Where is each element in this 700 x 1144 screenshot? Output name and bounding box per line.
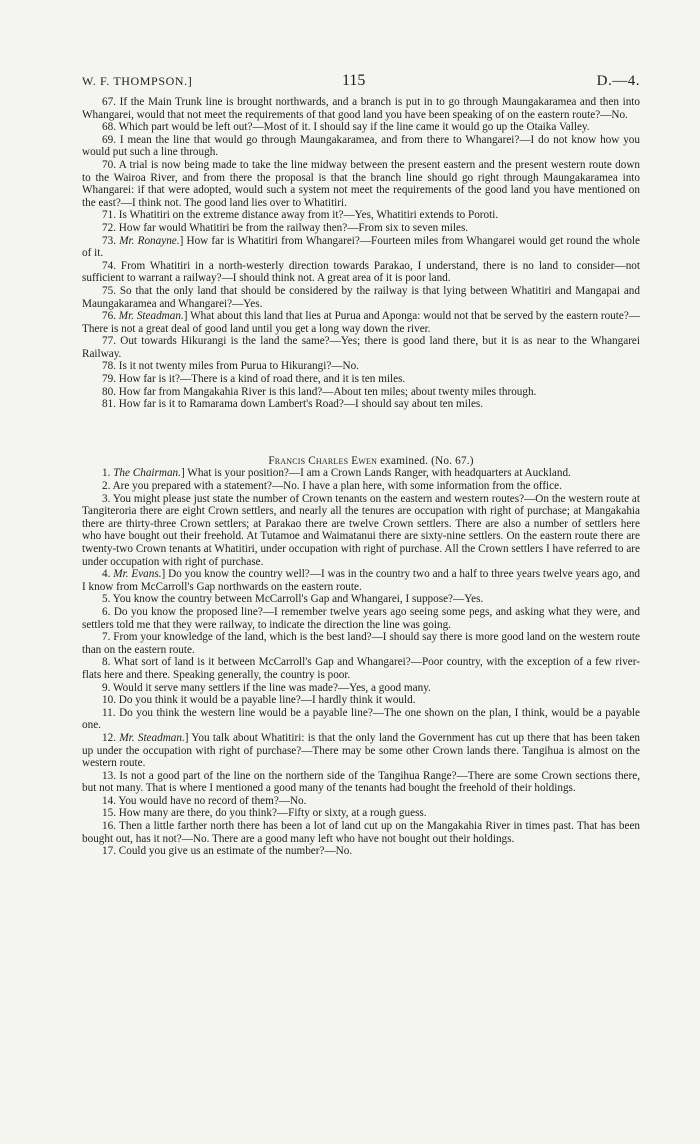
testimony-paragraph — [82, 285, 640, 310]
testimony-paragraph — [82, 235, 640, 260]
testimony-paragraph — [82, 631, 640, 656]
testimony-paragraph — [82, 467, 640, 480]
testimony-paragraph — [82, 96, 640, 121]
testimony-paragraph — [82, 568, 640, 593]
testimony-paragraph — [82, 335, 640, 360]
paragraph-text: 7. From your knowledge of the land, which is the best land?—I should say there is more good land on the western route than on the eastern route. — [82, 631, 640, 656]
paragraph-text: ] What is your position?—I am a Crown Lands Ranger, with headquarters at Auckland. — [180, 467, 571, 480]
paragraph-text: 74. From Whatitiri in a north-westerly direction towards Parakao, I understand, there is no land to consider—not sufficient to warrant a railway?—I should think not. A great area of it is poor land. — [82, 259, 640, 285]
speaker-name: Mr. Ronayne. — [119, 234, 180, 247]
speaker-name: Mr. Steadman. — [118, 310, 184, 323]
speaker-name: The Chairman. — [113, 467, 181, 480]
paragraph-text: 80. How far from Mangakahia River is this land?—About ten miles; about twenty miles through. — [102, 385, 537, 398]
paragraph-text: 68. Which part would be left out?—Most of it. I should say if the line came it would go up the Otaika Valley. — [102, 121, 590, 134]
page-number: 115 — [342, 72, 366, 89]
witness-examination-note: examined. (No. 67.) — [377, 454, 474, 467]
paragraph-text: ] You talk about Whatitiri: is that the only land the Government has cut up there that has been taken up under the occupation with right of purchase?—There may be some other Crown lands there. Tangihua is almost on the western route. — [82, 731, 641, 770]
paragraph-number: 4. — [102, 568, 114, 581]
paragraph-text: 10. Do you think it would be a payable line?—I hardly think it would. — [102, 694, 416, 707]
document-body — [82, 96, 640, 858]
testimony-paragraph — [82, 480, 640, 493]
paragraph-text: 2. Are you prepared with a statement?—No. I have a plan here, with some information from the office. — [102, 480, 562, 493]
speaker-name: Mr. Evans. — [113, 568, 162, 581]
document-reference: D.—4. — [596, 73, 640, 89]
page-header — [82, 72, 640, 92]
testimony-section-thompson — [82, 96, 640, 411]
paragraph-text: 17. Could you give us an estimate of the number?—No. — [102, 845, 353, 858]
testimony-paragraph — [82, 373, 640, 386]
paragraph-text: ] What about this land that lies at Purua and Aponga: would not that be served by the eastern route?—There is not a great deal of good land until you get a long way down the river. — [82, 310, 640, 335]
testimony-paragraph — [82, 694, 640, 707]
paragraph-text: 3. You might please just state the number of Crown tenants on the eastern and western routes?—On the western route at Tangiteroria there are eight Crown settlers, and nearly all the tenures are occupation with right of purchase; at Mangakahia there are thirty-three Crown settlers; at Parakao there are twelve Crown settlers. There are also a number of settlers here who have bought out their freehold. At Tutamoe and Waimatanui there are sixty-nine settlers. On the eastern route there are twenty-two Crown tenants at Whatitiri, under occupation with right of purchase. All the Crown settlers I have referred to are under occupation with right of purchase. — [82, 492, 640, 568]
testimony-paragraph — [82, 310, 640, 335]
paragraph-text: 13. Is not a good part of the line on the northern side of the Tangihua Range?—There are some Crown sections there, but not many. That is where I mentioned a good many of the tenants had bought the freehold of their holdings. — [82, 769, 640, 795]
testimony-paragraph — [82, 222, 640, 235]
paragraph-text: 81. How far is it to Ramarama down Lambert's Road?—I should say about ten miles. — [102, 398, 484, 411]
testimony-paragraph — [82, 795, 640, 808]
paragraph-number: 1. — [102, 467, 114, 480]
paragraph-text: 11. Do you think the western line would be a payable line?—The one shown on the plan, I think, would be a payable one. — [82, 706, 640, 732]
paragraph-text: 6. Do you know the proposed line?—I remember twelve years ago seeing some pegs, and asking what they were, and settlers told me that they were railway, to indicate the direction the line was going. — [82, 605, 640, 631]
witness-subheading — [82, 455, 640, 468]
testimony-paragraph — [82, 386, 640, 399]
testimony-paragraph — [82, 209, 640, 222]
testimony-paragraph — [82, 807, 640, 820]
paragraph-text: ] How far is Whatitiri from Whangarei?—Fourteen miles from Whangarei would get round the whole of it. — [82, 234, 640, 260]
paragraph-text: 9. Would it serve many settlers if the line was made?—Yes, a good many. — [102, 681, 431, 694]
paragraph-text: 16. Then a little farther north there has been a lot of land cut up on the Mangakahia River in times past. That has been bought out, has it not?—No. There are a good many left who have not bought out their holdings. — [82, 820, 640, 845]
testimony-paragraph — [82, 493, 640, 569]
section-gap — [82, 411, 640, 455]
testimony-paragraph — [82, 398, 640, 411]
testimony-paragraph — [82, 134, 640, 159]
paragraph-text: 72. How far would Whatitiri be from the railway then?—From six to seven miles. — [102, 221, 469, 234]
paragraph-text: 70. A trial is now being made to take the line midway between the present eastern and the present western route down to the Wairoa River, and from there the proposal is that the branch line should go right through Maungakaramea into Whangarei: if that were adopted, would such a system not meet the requirements of the good land you have mentioned on the east?—I think not. The good land lies over to Whatitiri. — [82, 158, 640, 209]
testimony-section-ewen — [82, 467, 640, 857]
testimony-paragraph — [82, 121, 640, 134]
header-witness-name: W. F. THOMPSON.] — [82, 74, 193, 88]
paragraph-text: 75. So that the only land that should be considered by the railway is that lying between Whatitiri and Mangapai and Maungakaramea and Whangarei?—Yes. — [82, 284, 640, 310]
paragraph-text: 69. I mean the line that would go through Maungakaramea, and from there to Whangarei?—I do not know how you would put such a line through. — [82, 133, 640, 159]
paragraph-text: ] Do you know the country well?—I was in the country two and a half to three years twelve years ago, and I know from McCarroll's Gap northwards on the eastern route. — [82, 568, 641, 593]
testimony-paragraph — [82, 593, 640, 606]
witness-name: Francis Charles Ewen — [268, 454, 378, 467]
paragraph-text: 8. What sort of land is it between McCarroll's Gap and Whangarei?—Poor country, with the exception of a few river-flats here and there. Speaking generally, the country is poor. — [82, 656, 640, 681]
testimony-paragraph — [82, 360, 640, 373]
testimony-paragraph — [82, 845, 640, 858]
testimony-paragraph — [82, 606, 640, 631]
paragraph-number: 76. — [102, 310, 119, 323]
paragraph-text: 5. You know the country between McCarroll's Gap and Whangarei, I suppose?—Yes. — [102, 593, 484, 606]
paragraph-text: 78. Is it not twenty miles from Purua to Hikurangi?—No. — [102, 360, 359, 373]
paragraph-text: 77. Out towards Hikurangi is the land the same?—Yes; there is good land there, but it is as near to the Whangarei Railway. — [82, 335, 640, 360]
paragraph-number: 73. — [102, 234, 120, 247]
testimony-paragraph — [82, 656, 640, 681]
testimony-paragraph — [82, 682, 640, 695]
testimony-paragraph — [82, 260, 640, 285]
paragraph-text: 14. You would have no record of them?—No. — [102, 794, 307, 807]
paragraph-text: 79. How far is it?—There is a kind of road there, and it is ten miles. — [102, 373, 406, 386]
speaker-name: Mr. Steadman. — [119, 731, 185, 744]
paragraph-text: 15. How many are there, do you think?—Fifty or sixty, at a rough guess. — [102, 807, 427, 820]
paragraph-text: 71. Is Whatitiri on the extreme distance away from it?—Yes, Whatitiri extends to Poroti. — [102, 209, 499, 222]
paragraph-number: 12. — [102, 731, 120, 744]
testimony-paragraph — [82, 770, 640, 795]
testimony-paragraph — [82, 159, 640, 209]
testimony-paragraph — [82, 707, 640, 732]
paragraph-text: 67. If the Main Trunk line is brought northwards, and a branch is put in to go through Maungakaramea and then into Whangarei, would that not meet the requirements of that good land you have been speaking of on the eastern route?—No. — [82, 96, 640, 121]
testimony-paragraph — [82, 820, 640, 845]
testimony-paragraph — [82, 732, 640, 770]
